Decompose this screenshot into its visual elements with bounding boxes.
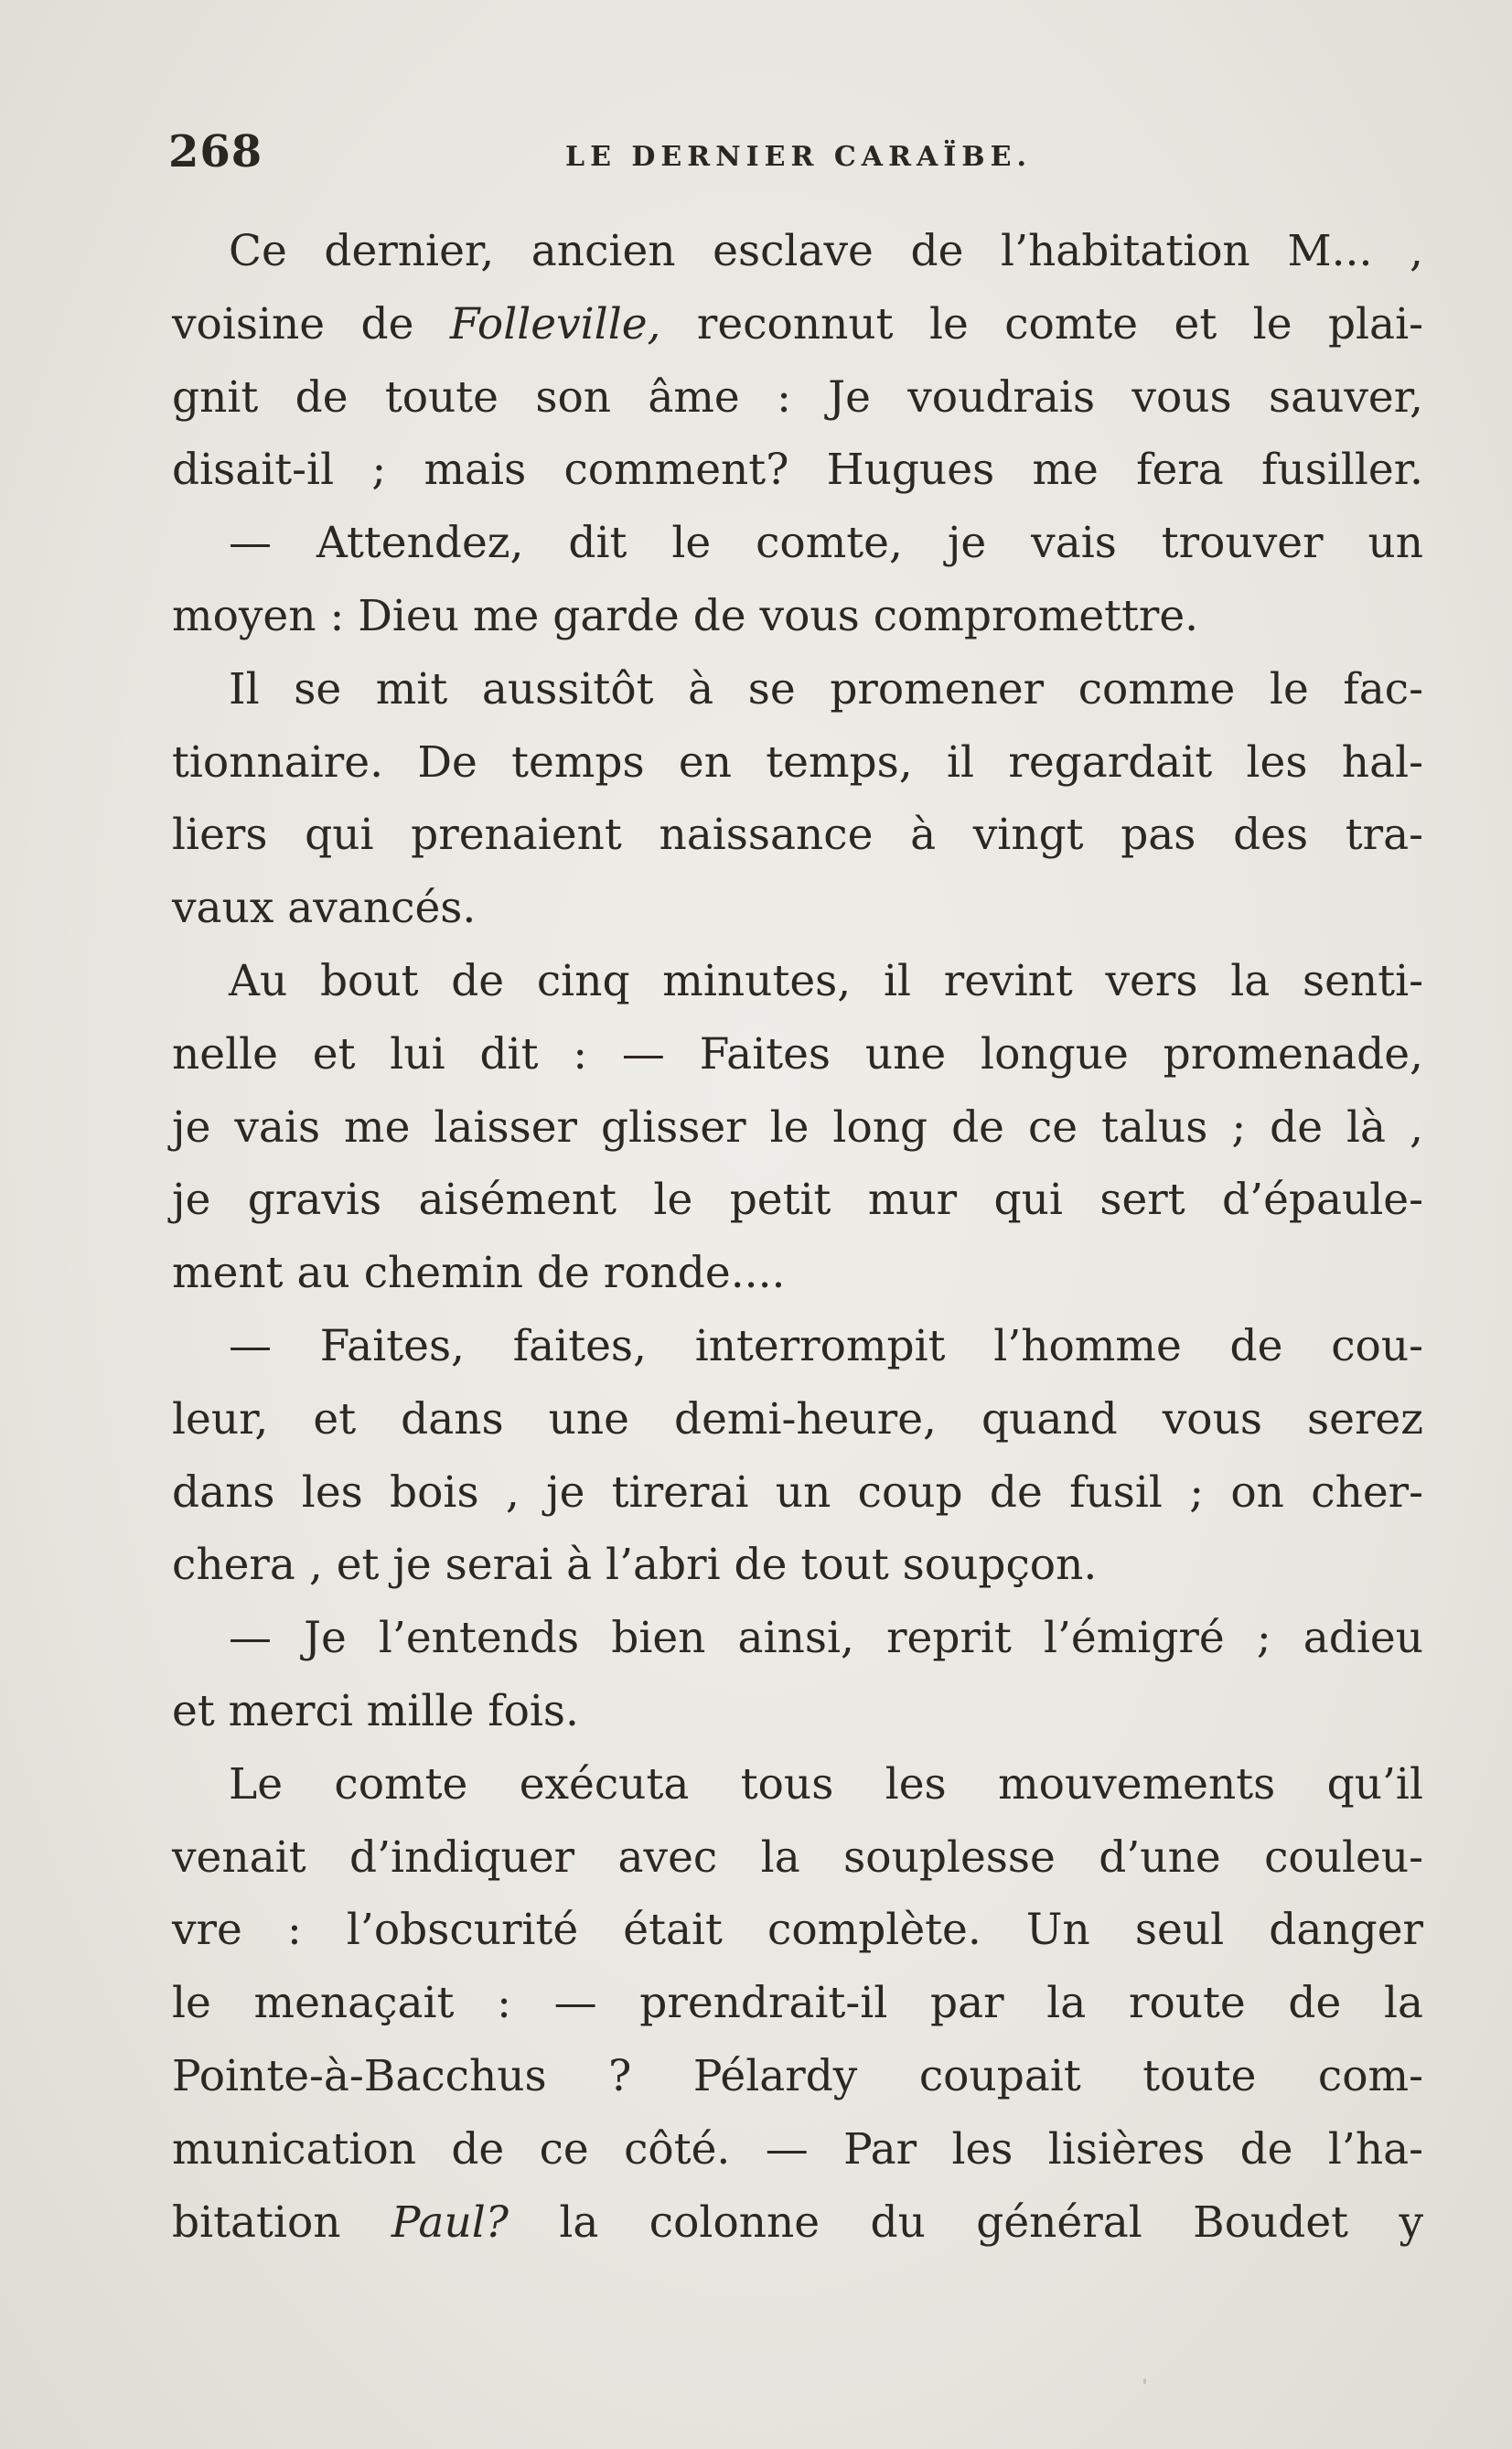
text-line: je gravis aisément le petit mur qui sert d’épaule- (172, 1175, 1423, 1226)
text-line: tionnaire. De temps en temps, il regardait les hal- (172, 736, 1423, 788)
italic-place-name: Paul? (391, 2197, 509, 2248)
text-line: — Je l’entends bien ainsi, reprit l’émigré ; adieu (229, 1613, 1423, 1664)
text-line: vaux avancés. (172, 883, 477, 934)
text-line: Ce dernier, ancien esclave de l’habitation M... , (229, 226, 1423, 276)
text-line: Le comte exécuta tous les mouvements qu’il (229, 1758, 1423, 1810)
body-text (172, 215, 1423, 2259)
text-line: munication de ce côté. — Par les lisières de l’ha- (172, 2123, 1423, 2175)
text-line: liers qui prenaient naissance à vingt pas des tra- (172, 810, 1423, 861)
text-line: nelle et lui dit : — Faites une longue promenade, (172, 1028, 1423, 1079)
text-line: Il se mit aussitôt à se promener comme le fac- (229, 663, 1423, 714)
paper-speck (1143, 2379, 1146, 2384)
text-line: — Attendez, dit le comte, je vais trouver un (229, 518, 1423, 569)
text-line: je vais me laisser glisser le long de ce talus ; de là , (172, 1101, 1423, 1153)
text-line: gnit de toute son âme : Je voudrais vous sauver, (172, 371, 1423, 423)
text-line: vre : l’obscurité était complète. Un seul danger (172, 1905, 1423, 1956)
text-line: bitation Paul? la colonne du général Boudet y (172, 2197, 1424, 2248)
text-line: voisine de Folleville, reconnut le comte et le plai- (172, 298, 1423, 349)
text-line: et merci mille fois. (172, 1685, 579, 1736)
running-title: LE DERNIER CARAÏBE. (565, 141, 1032, 173)
text-line: leur, et dans une demi-heure, quand vous serez (172, 1393, 1423, 1445)
text-line: ment au chemin de ronde.... (172, 1248, 786, 1299)
page-number: 268 (168, 126, 263, 177)
text-line: Au bout de cinq minutes, il revint vers la senti- (229, 955, 1423, 1006)
page-header (168, 126, 1431, 181)
text-line: venait d’indiquer avec la souplesse d’une couleu- (172, 1831, 1423, 1883)
text-line: chera , et je serai à l’abri de tout soupçon. (172, 1540, 1098, 1591)
text-line: dans les bois , je tirerai un coup de fusil ; on cher- (172, 1466, 1423, 1518)
italic-place-name: Folleville, (449, 298, 661, 349)
text-line: — Faites, faites, interrompit l’homme de cou- (229, 1320, 1423, 1371)
text-line: moyen : Dieu me garde de vous compromettre. (172, 590, 1199, 641)
text-line: disait-il ; mais comment? Hugues me fera fusiller. (172, 445, 1423, 496)
text-line: Pointe-à-Bacchus ? Pélardy coupait toute com- (172, 2050, 1423, 2101)
text-line: le menaçait : — prendrait-il par la route de la (172, 1978, 1423, 2029)
